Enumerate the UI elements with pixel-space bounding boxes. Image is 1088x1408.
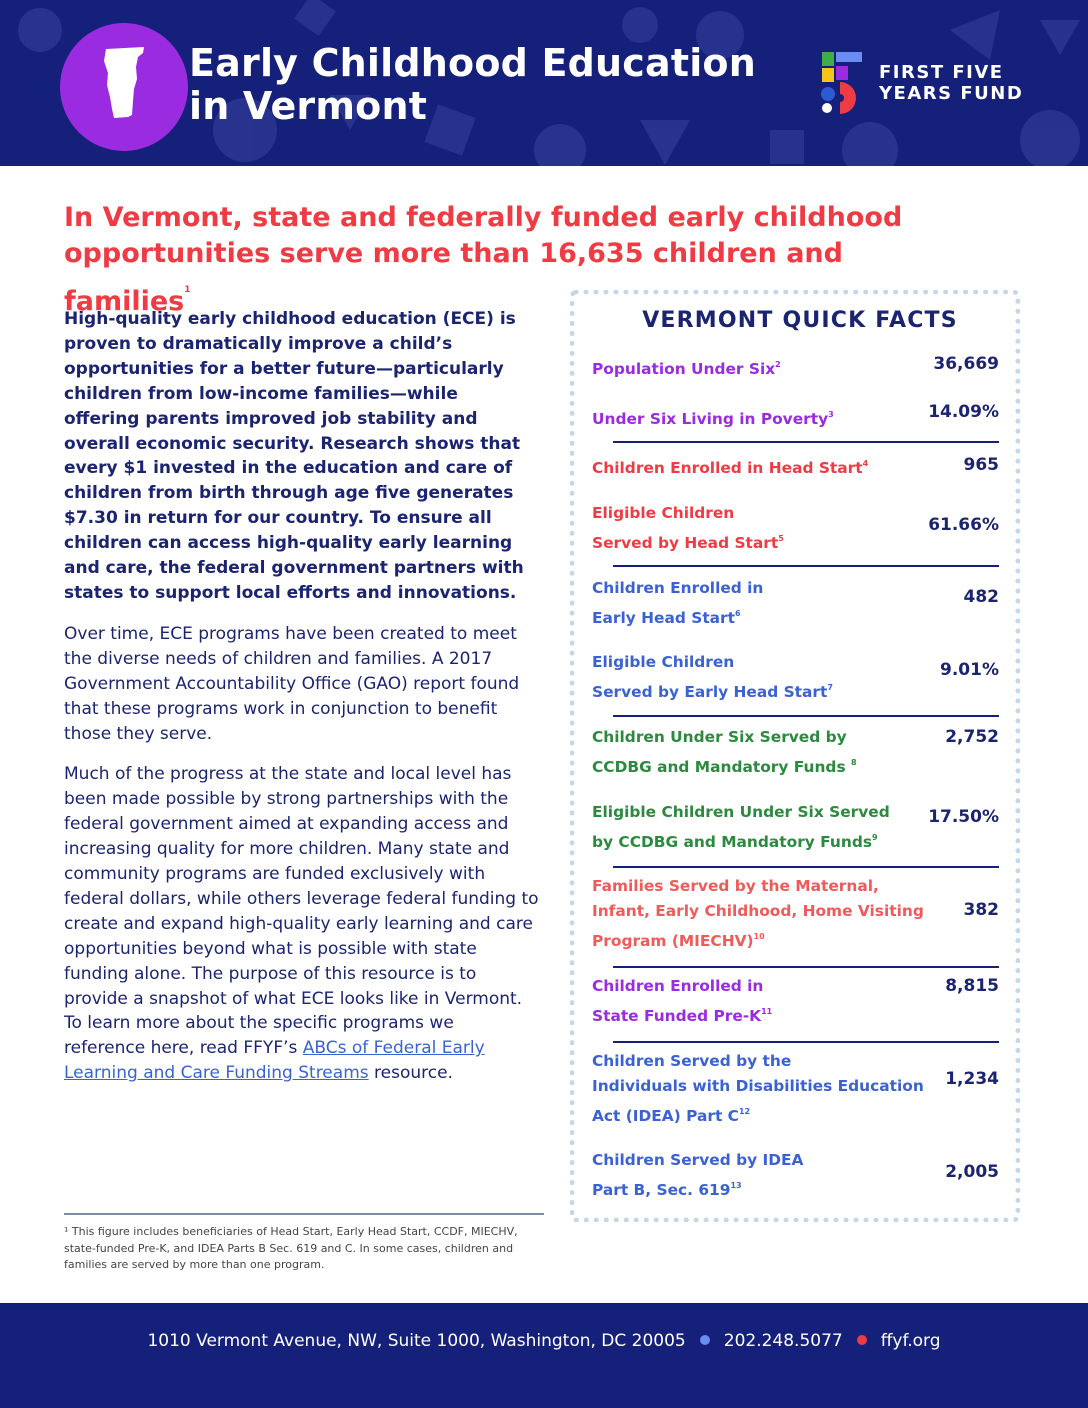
quick-fact-label-text: Eligible Children Under Six Served by CCDBG and Mandatory Funds bbox=[592, 803, 890, 851]
quick-fact-label bbox=[592, 1148, 927, 1203]
quick-fact-label bbox=[592, 402, 927, 432]
quick-facts-title: VERMONT QUICK FACTS bbox=[642, 308, 958, 333]
quick-fact-footnote-ref: 4 bbox=[862, 459, 869, 468]
quick-fact-label bbox=[592, 725, 927, 780]
headline-line-1: In Vermont, state and federally funded early childhood bbox=[64, 202, 903, 233]
footer-website[interactable]: ffyf.org bbox=[880, 1331, 941, 1351]
quick-fact-value: 61.66% bbox=[928, 515, 999, 535]
quick-fact-label bbox=[592, 576, 927, 631]
footnote-divider bbox=[64, 1213, 544, 1215]
progress-text-after: resource. bbox=[368, 1063, 453, 1084]
logo-line-2: YEARS FUND bbox=[879, 83, 1024, 104]
vermont-state-icon bbox=[60, 23, 188, 151]
quick-fact-label bbox=[592, 501, 927, 556]
quick-fact-value: 2,005 bbox=[945, 1162, 999, 1182]
quick-fact-value: 965 bbox=[963, 455, 999, 475]
progress-paragraph bbox=[64, 762, 539, 1086]
quick-fact-value: 482 bbox=[963, 587, 999, 607]
page-title bbox=[189, 42, 756, 128]
title-line-1: Early Childhood Education bbox=[189, 41, 756, 85]
header-banner bbox=[0, 0, 1088, 166]
quick-facts-divider bbox=[613, 715, 999, 717]
logo-text bbox=[879, 62, 1023, 104]
footer-contact bbox=[0, 1331, 1088, 1351]
quick-fact-value: 9.01% bbox=[940, 660, 999, 680]
quick-fact-footnote-ref: 11 bbox=[761, 1007, 773, 1016]
quick-fact-value: 8,815 bbox=[945, 976, 999, 996]
quick-fact-footnote-ref: 13 bbox=[730, 1181, 742, 1190]
quick-fact-footnote-ref: 12 bbox=[738, 1107, 751, 1116]
quick-fact-footnote-ref: 10 bbox=[753, 932, 765, 941]
headline-line-2-text: opportunities serve more than 16,635 children and families bbox=[64, 238, 843, 317]
quick-fact-value: 1,234 bbox=[945, 1069, 999, 1089]
quick-facts-divider bbox=[613, 565, 999, 567]
headline-footnote-ref: 1 bbox=[184, 285, 191, 295]
quick-fact-label-text: Children Under Six Served by CCDBG and Mandatory Funds bbox=[592, 728, 847, 776]
ffyf-logo-icon bbox=[820, 52, 868, 116]
quick-fact-label bbox=[592, 352, 927, 382]
footer-address: 1010 Vermont Avenue, NW, Suite 1000, Washington, DC 20005 bbox=[147, 1331, 686, 1351]
quick-fact-label bbox=[592, 451, 927, 481]
quick-fact-label bbox=[592, 800, 927, 855]
quick-fact-footnote-ref: 9 bbox=[872, 833, 878, 842]
quick-fact-footnote-ref: 3 bbox=[828, 410, 834, 419]
quick-fact-label-text: Children Served by IDEA Part B, Sec. 619 bbox=[592, 1151, 804, 1199]
quick-fact-value: 2,752 bbox=[945, 727, 999, 747]
quick-fact-value: 382 bbox=[963, 900, 999, 920]
quick-fact-value: 17.50% bbox=[928, 807, 999, 827]
footer bbox=[0, 1303, 1088, 1408]
quick-facts-divider bbox=[613, 441, 999, 443]
quick-fact-label-text: Children Enrolled in State Funded Pre-K bbox=[592, 977, 764, 1025]
progress-text-before: Much of the progress at the state and local level has been made possible by strong partnerships with the federal government aimed at expanding access and increasing quality for more children. Many state and community programs are funded exclusively with federal dollars, while others leverage federal funding to create and expand high-quality early learning and care opportunities beyond what is possible with state funding alone. The purpose of this resource is to provide a snapshot of what ECE looks like in Vermont. To learn more about the specific programs we reference here, read FFYF’s bbox=[64, 764, 539, 1059]
footer-phone[interactable]: 202.248.5077 bbox=[723, 1331, 843, 1351]
title-line-2: in Vermont bbox=[189, 84, 428, 128]
quick-fact-label-text: Children Enrolled in Early Head Start bbox=[592, 579, 764, 627]
quick-fact-footnote-ref: 8 bbox=[850, 758, 857, 767]
quick-facts-divider bbox=[613, 866, 999, 868]
bullet-dot-icon bbox=[857, 1335, 867, 1345]
quick-fact-label bbox=[592, 874, 927, 954]
abcs-resource-link[interactable]: ABCs of Federal Early Learning and Care Funding Streams bbox=[64, 1038, 485, 1084]
quick-fact-label-text: Population Under Six bbox=[592, 360, 776, 378]
quick-fact-label-text: Children Served by the Individuals with Disabilities Education Act (IDEA) Part C bbox=[592, 1052, 924, 1125]
quick-facts-divider bbox=[613, 1041, 999, 1043]
quick-fact-label-text: Eligible Children Served by Early Head Start bbox=[592, 653, 828, 701]
quick-fact-label-text: Eligible Children Served by Head Start bbox=[592, 504, 779, 552]
quick-facts-divider bbox=[613, 966, 999, 968]
intro-paragraph: High-quality early childhood education (ECE) is proven to dramatically improve a child’s opportunities for a better future—particularly children from low-income families—while offering parents improved job stability and overall economic security. Research shows that every $1 invested in the education and care of children from birth through age five generates $7.30 in return for our country. To ensure all children can access high-quality early learning and care, the federal government partners with states to support local efforts and innovations. bbox=[64, 309, 524, 603]
quick-fact-label bbox=[592, 650, 927, 705]
quick-fact-label-text: Children Enrolled in Head Start bbox=[592, 459, 863, 477]
quick-fact-footnote-ref: 2 bbox=[775, 360, 781, 369]
logo-line-1: FIRST FIVE bbox=[879, 62, 1004, 83]
gao-paragraph: Over time, ECE programs have been created to meet the diverse needs of children and families. A 2017 Government Accountability Office (GAO) report found that these programs work in conjunction to benefit those they serve. bbox=[64, 623, 520, 744]
quick-fact-value: 36,669 bbox=[933, 354, 999, 374]
quick-fact-footnote-ref: 7 bbox=[827, 683, 833, 692]
vermont-badge bbox=[60, 23, 188, 151]
footnote: ¹ This figure includes beneficiaries of Head Start, Early Head Start, CCDF, MIECHV, state-funded Pre-K, and IDEA Parts B Sec. 619 and C. In some cases, children and families are served by more than one program. bbox=[64, 1225, 518, 1271]
quick-fact-footnote-ref: 6 bbox=[735, 609, 741, 618]
left-column bbox=[64, 307, 539, 1102]
quick-fact-label-text: Families Served by the Maternal, Infant, Early Childhood, Home Visiting Program (MIECHV) bbox=[592, 877, 924, 950]
quick-fact-value: 14.09% bbox=[928, 402, 999, 422]
quick-fact-footnote-ref: 5 bbox=[778, 534, 784, 543]
bullet-dot-icon bbox=[700, 1335, 710, 1345]
quick-fact-label bbox=[592, 1049, 927, 1129]
quick-fact-label-text: Under Six Living in Poverty bbox=[592, 410, 829, 428]
quick-fact-label bbox=[592, 974, 927, 1029]
